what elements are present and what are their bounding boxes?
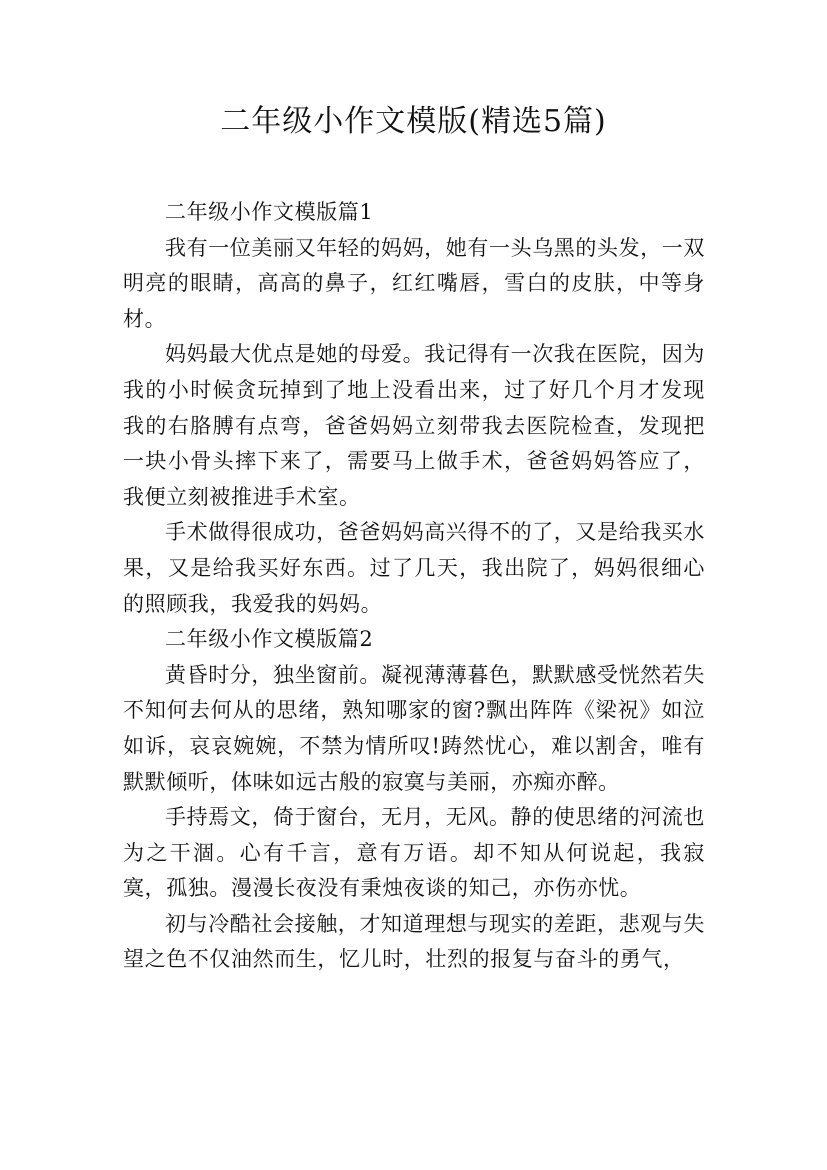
document-body xyxy=(123,195,705,978)
document-title: 二年级小作文模版(精选5篇) xyxy=(220,104,607,139)
paragraph: 黄昏时分，独坐窗前。凝视薄薄暮色，默默感受恍然若失不知何去何从的思绪，熟知哪家的窗?飘出阵阵《梁祝》如泣如诉，哀哀婉婉，不禁为情所叹!踌然忧心，难以割舍，唯有默默倾听，体味如远古般的寂寞与美丽，亦痴亦醉。 xyxy=(123,662,705,794)
paragraph: 初与冷酷社会接触，才知道理想与现实的差距，悲观与失望之色不仅油然而生，忆儿时，壮烈的报复与奋斗的勇气， xyxy=(123,911,705,972)
paragraph: 手术做得很成功，爸爸妈妈高兴得不的了，又是给我买水果，又是给我买好东西。过了几天，我出院了，妈妈很细心的照顾我，我爱我的妈妈。 xyxy=(123,520,705,616)
section-heading: 二年级小作文模版篇1 xyxy=(165,200,374,224)
paragraph: 我有一位美丽又年轻的妈妈，她有一头乌黑的头发，一双明亮的眼睛，高高的鼻子，红红嘴唇，雪白的皮肤，中等身材。 xyxy=(123,235,705,331)
paragraph: 妈妈最大优点是她的母爱。我记得有一次我在医院，因为我的小时候贪玩掉到了地上没看出来，过了好几个月才发现我的右胳膊有点弯，爸爸妈妈立刻带我去医院检查，发现把一块小骨头摔下来了，需要马上做手术，爸爸妈妈答应了，我便立刻被推进手术室。 xyxy=(123,342,705,509)
paragraph: 手持焉文，倚于窗台，无月，无风。静的使思绪的河流也为之干涸。心有千言，意有万语。却不知从何说起，我寂寞，孤独。漫漫长夜没有秉烛夜谈的知己，亦伤亦忧。 xyxy=(123,805,705,901)
section-heading: 二年级小作文模版篇2 xyxy=(165,627,374,652)
